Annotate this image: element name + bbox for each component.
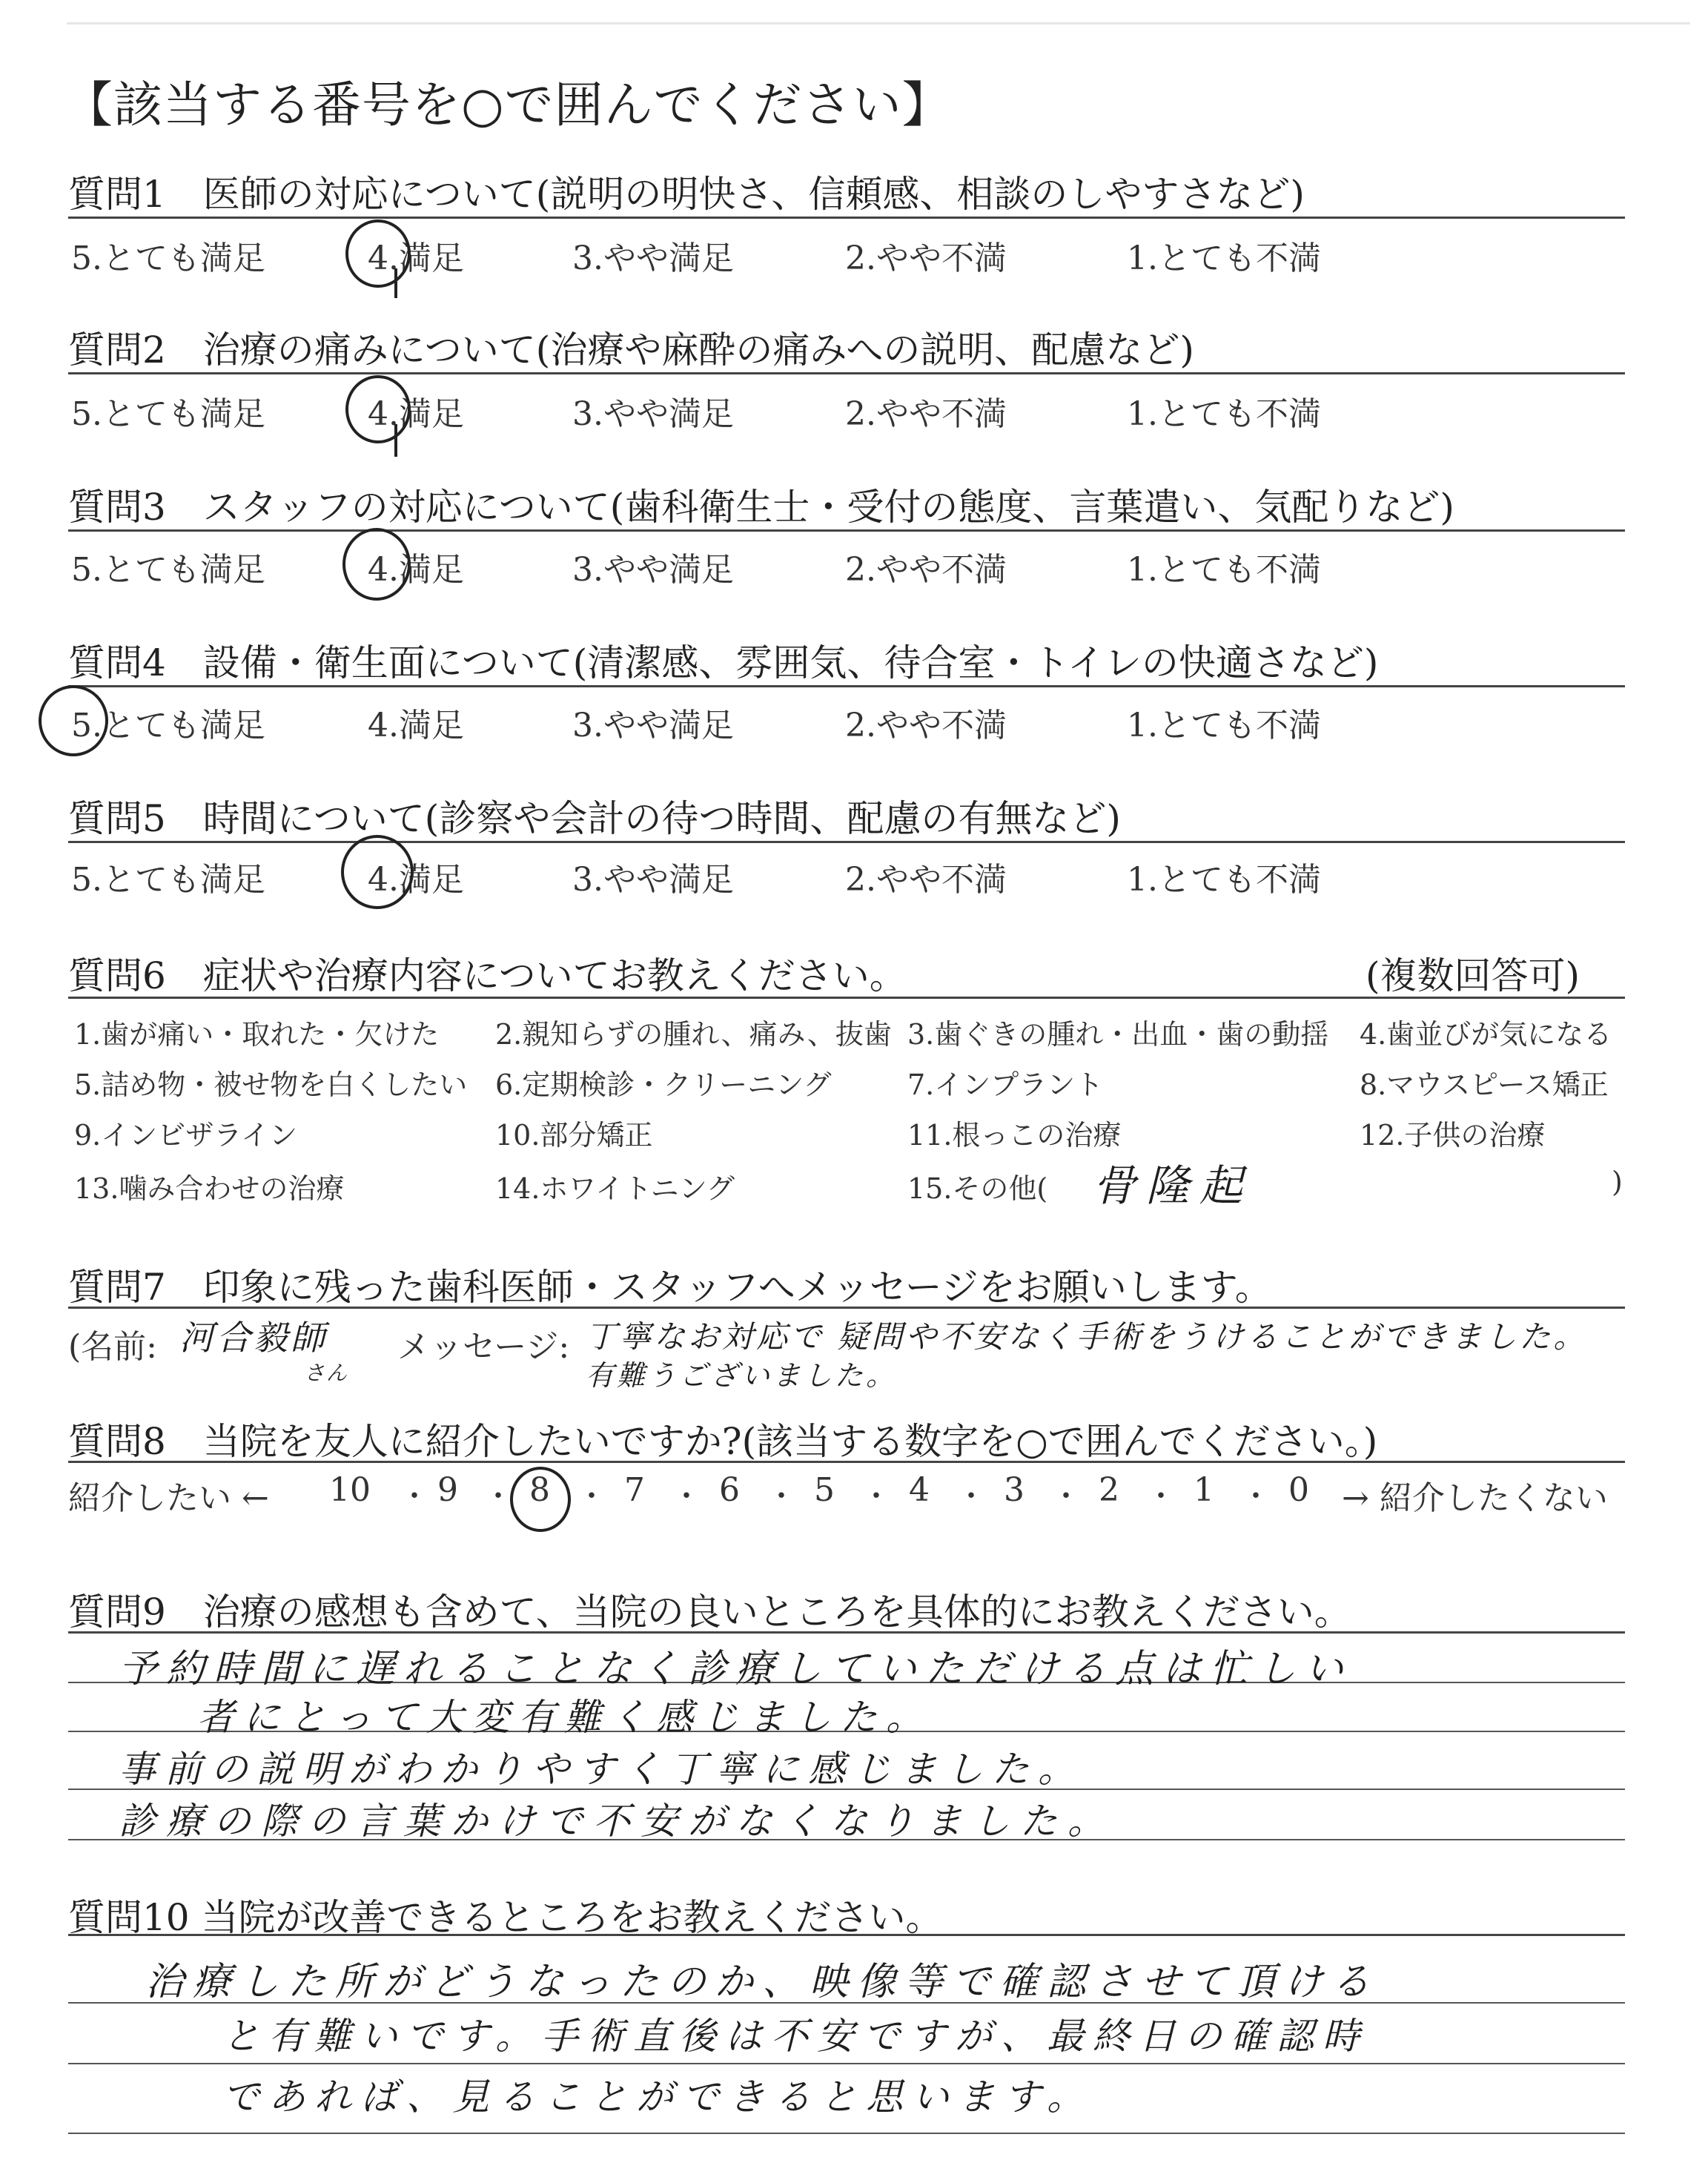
q8-num-10[interactable]: 10 xyxy=(329,1471,371,1509)
q8-selection-circle xyxy=(510,1467,571,1532)
q5-opt-1[interactable]: 1.とても不満 xyxy=(1127,861,1321,899)
q7-title: 質問7 印象に残った歯科医師・スタッフへメッセージをお願いします。 xyxy=(68,1266,1272,1309)
top-border xyxy=(67,22,1690,24)
q10-answer-line3: であれば、見ることができると思います。 xyxy=(222,2075,1093,2118)
q4-selection-circle xyxy=(39,685,108,756)
q8-num-2[interactable]: 2 xyxy=(1099,1471,1119,1509)
q8-sep: ・ xyxy=(400,1479,429,1513)
q6-item-5[interactable]: 5.詰め物・被せ物を白くしたい xyxy=(74,1069,468,1101)
q10-line-rule xyxy=(68,2063,1625,2064)
q8-num-8[interactable]: 8 xyxy=(529,1471,550,1509)
form-header: 【該当する番号を○で囲んでください】 xyxy=(64,76,952,133)
q2-opt-1[interactable]: 1.とても不満 xyxy=(1127,395,1321,433)
q8-sep: ・ xyxy=(1051,1479,1081,1513)
q5-selection-circle xyxy=(341,835,414,909)
q1-opt-3[interactable]: 3.やや満足 xyxy=(572,240,734,277)
q4-rule xyxy=(68,685,1625,687)
q2-selection-circle xyxy=(345,375,411,443)
q4-title: 質問4 設備・衛生面について(清潔感、雰囲気、待合室・トイレの快適さなど) xyxy=(68,641,1379,684)
q10-answer-line1: 治療した所がどうなったのか、映像等で確認させて頂ける xyxy=(145,1960,1380,2004)
q6-item-4[interactable]: 4.歯並びが気になる xyxy=(1360,1018,1612,1051)
q3-opt-2[interactable]: 2.やや不満 xyxy=(845,551,1007,589)
q6-item-14[interactable]: 14.ホワイトニング xyxy=(495,1172,735,1205)
q10-answer-line2: と有難いです。手術直後は不安ですが、最終日の確認時 xyxy=(222,2015,1368,2058)
q7-message-line2: 有難うございました。 xyxy=(586,1359,898,1392)
q7-message-line1: 丁寧なお対応で 疑問や不安なく手術をうけることができました。 xyxy=(586,1318,1588,1355)
q8-num-4[interactable]: 4 xyxy=(909,1471,930,1509)
q6-other-close-paren: ) xyxy=(1612,1166,1623,1198)
q3-rule xyxy=(68,529,1625,532)
q9-answer-line4: 診療の際の言葉かけで不安がなくなりました。 xyxy=(119,1800,1115,1843)
q8-sep: ・ xyxy=(861,1479,891,1513)
q6-item-8[interactable]: 8.マウスピース矯正 xyxy=(1360,1069,1609,1101)
q2-title: 質問2 治療の痛みについて(治療や麻酔の痛みへの説明、配慮など) xyxy=(68,328,1194,371)
q8-sep: ・ xyxy=(1146,1479,1176,1513)
q6-item-13[interactable]: 13.噛み合わせの治療 xyxy=(74,1172,345,1205)
q8-sep: ・ xyxy=(956,1479,986,1513)
q8-rule xyxy=(68,1461,1625,1463)
q10-title: 質問10 当院が改善できるところをお教えください。 xyxy=(68,1896,943,1939)
q8-title: 質問8 当院を友人に紹介したいですか?(該当する数字を○で囲んでください。) xyxy=(68,1420,1378,1463)
q6-item-7[interactable]: 7.インプラント xyxy=(907,1069,1104,1101)
q6-item-1[interactable]: 1.歯が痛い・取れた・欠けた xyxy=(74,1018,440,1051)
q5-opt-4[interactable]: 4.満足 xyxy=(368,861,464,899)
q6-item-3[interactable]: 3.歯ぐきの腫れ・出血・歯の動揺 xyxy=(907,1018,1329,1051)
q3-opt-5[interactable]: 5.とても満足 xyxy=(71,551,265,589)
q6-title: 質問6 症状や治療内容についてお教えください。 xyxy=(68,954,907,997)
q5-opt-2[interactable]: 2.やや不満 xyxy=(845,861,1007,899)
q6-item-10[interactable]: 10.部分矯正 xyxy=(495,1119,653,1152)
q10-rule xyxy=(68,1934,1625,1936)
q7-message-label: メッセージ: xyxy=(397,1328,570,1366)
q8-right-label: → 紹介したくない xyxy=(1342,1479,1608,1517)
q8-num-7[interactable]: 7 xyxy=(624,1471,645,1509)
q4-opt-5[interactable]: 5.とても満足 xyxy=(71,707,265,744)
q1-opt-1[interactable]: 1.とても不満 xyxy=(1127,240,1321,277)
q6-note: (複数回答可) xyxy=(1366,954,1580,997)
q9-rule xyxy=(68,1631,1625,1634)
q8-sep: ・ xyxy=(1241,1479,1271,1513)
q1-selection-tail xyxy=(394,268,397,298)
q1-rule xyxy=(68,217,1625,219)
q9-title: 質問9 治療の感想も含めて、当院の良いところを具体的にお教えください。 xyxy=(68,1591,1351,1634)
q8-num-0[interactable]: 0 xyxy=(1288,1471,1309,1509)
q4-opt-1[interactable]: 1.とても不満 xyxy=(1127,707,1321,744)
q2-opt-5[interactable]: 5.とても満足 xyxy=(71,395,265,433)
q8-sep: ・ xyxy=(483,1479,513,1513)
q4-opt-3[interactable]: 3.やや満足 xyxy=(572,707,734,744)
q5-rule xyxy=(68,841,1625,843)
q8-left-label: 紹介したい ← xyxy=(68,1479,269,1517)
q6-item-15[interactable]: 15.その他( xyxy=(907,1172,1048,1205)
q7-name-handwritten: 河合毅師 xyxy=(179,1318,328,1358)
q1-title: 質問1 医師の対応について(説明の明快さ、信頼感、相談のしやすさなど) xyxy=(68,173,1305,216)
q5-opt-3[interactable]: 3.やや満足 xyxy=(572,861,734,899)
q6-item-12[interactable]: 12.子供の治療 xyxy=(1360,1119,1546,1152)
q6-rule xyxy=(68,997,1625,999)
q6-item-11[interactable]: 11.根っこの治療 xyxy=(907,1119,1122,1152)
q3-opt-3[interactable]: 3.やや満足 xyxy=(572,551,734,589)
q4-opt-2[interactable]: 2.やや不満 xyxy=(845,707,1007,744)
q9-answer-line3: 事前の説明がわかりやすく丁寧に感じました。 xyxy=(119,1748,1084,1791)
q7-name-suffix: さん xyxy=(304,1361,349,1385)
q10-line-rule xyxy=(68,2133,1625,2134)
q2-opt-3[interactable]: 3.やや満足 xyxy=(572,395,734,433)
q6-item-6[interactable]: 6.定期検診・クリーニング xyxy=(495,1069,832,1101)
q5-opt-5[interactable]: 5.とても満足 xyxy=(71,861,265,899)
q8-num-1[interactable]: 1 xyxy=(1194,1471,1214,1509)
q2-opt-2[interactable]: 2.やや不満 xyxy=(845,395,1007,433)
q7-name-label: (名前: xyxy=(68,1328,157,1366)
q8-num-3[interactable]: 3 xyxy=(1004,1471,1025,1509)
q1-opt-4[interactable]: 4.満足 xyxy=(368,240,464,277)
q6-item-2[interactable]: 2.親知らずの腫れ、痛み、抜歯 xyxy=(495,1018,892,1051)
q6-item-9[interactable]: 9.インビザライン xyxy=(74,1119,298,1152)
q3-title: 質問3 スタッフの対応について(歯科衛生士・受付の態度、言葉遣い、気配りなど) xyxy=(68,486,1454,529)
q8-sep: ・ xyxy=(577,1479,606,1513)
q9-answer-line2: 者にとって大変有難く感じました。 xyxy=(197,1696,932,1739)
q2-rule xyxy=(68,372,1625,374)
q8-num-9[interactable]: 9 xyxy=(437,1471,458,1509)
q2-selection-tail xyxy=(394,424,397,457)
q7-rule xyxy=(68,1307,1625,1309)
q1-selection-circle xyxy=(345,219,411,288)
q9-answer-line1: 予約時間に遅れることなく診療していただける点は忙しい xyxy=(119,1647,1353,1691)
q6-other-handwritten: 骨隆起 xyxy=(1093,1160,1254,1211)
q8-sep: ・ xyxy=(672,1479,701,1513)
q4-opt-4[interactable]: 4.満足 xyxy=(368,707,464,744)
q2-opt-4[interactable]: 4.満足 xyxy=(368,395,464,433)
q3-selection-circle xyxy=(342,528,411,601)
q5-title: 質問5 時間について(診察や会計の待つ時間、配慮の有無など) xyxy=(68,797,1121,840)
q3-opt-1[interactable]: 1.とても不満 xyxy=(1127,551,1321,589)
q8-num-5[interactable]: 5 xyxy=(814,1471,835,1509)
q1-opt-2[interactable]: 2.やや不満 xyxy=(845,240,1007,277)
q8-sep: ・ xyxy=(767,1479,796,1513)
q3-opt-4[interactable]: 4.満足 xyxy=(368,551,464,589)
q1-opt-5[interactable]: 5.とても満足 xyxy=(71,240,265,277)
q8-num-6[interactable]: 6 xyxy=(719,1471,740,1509)
